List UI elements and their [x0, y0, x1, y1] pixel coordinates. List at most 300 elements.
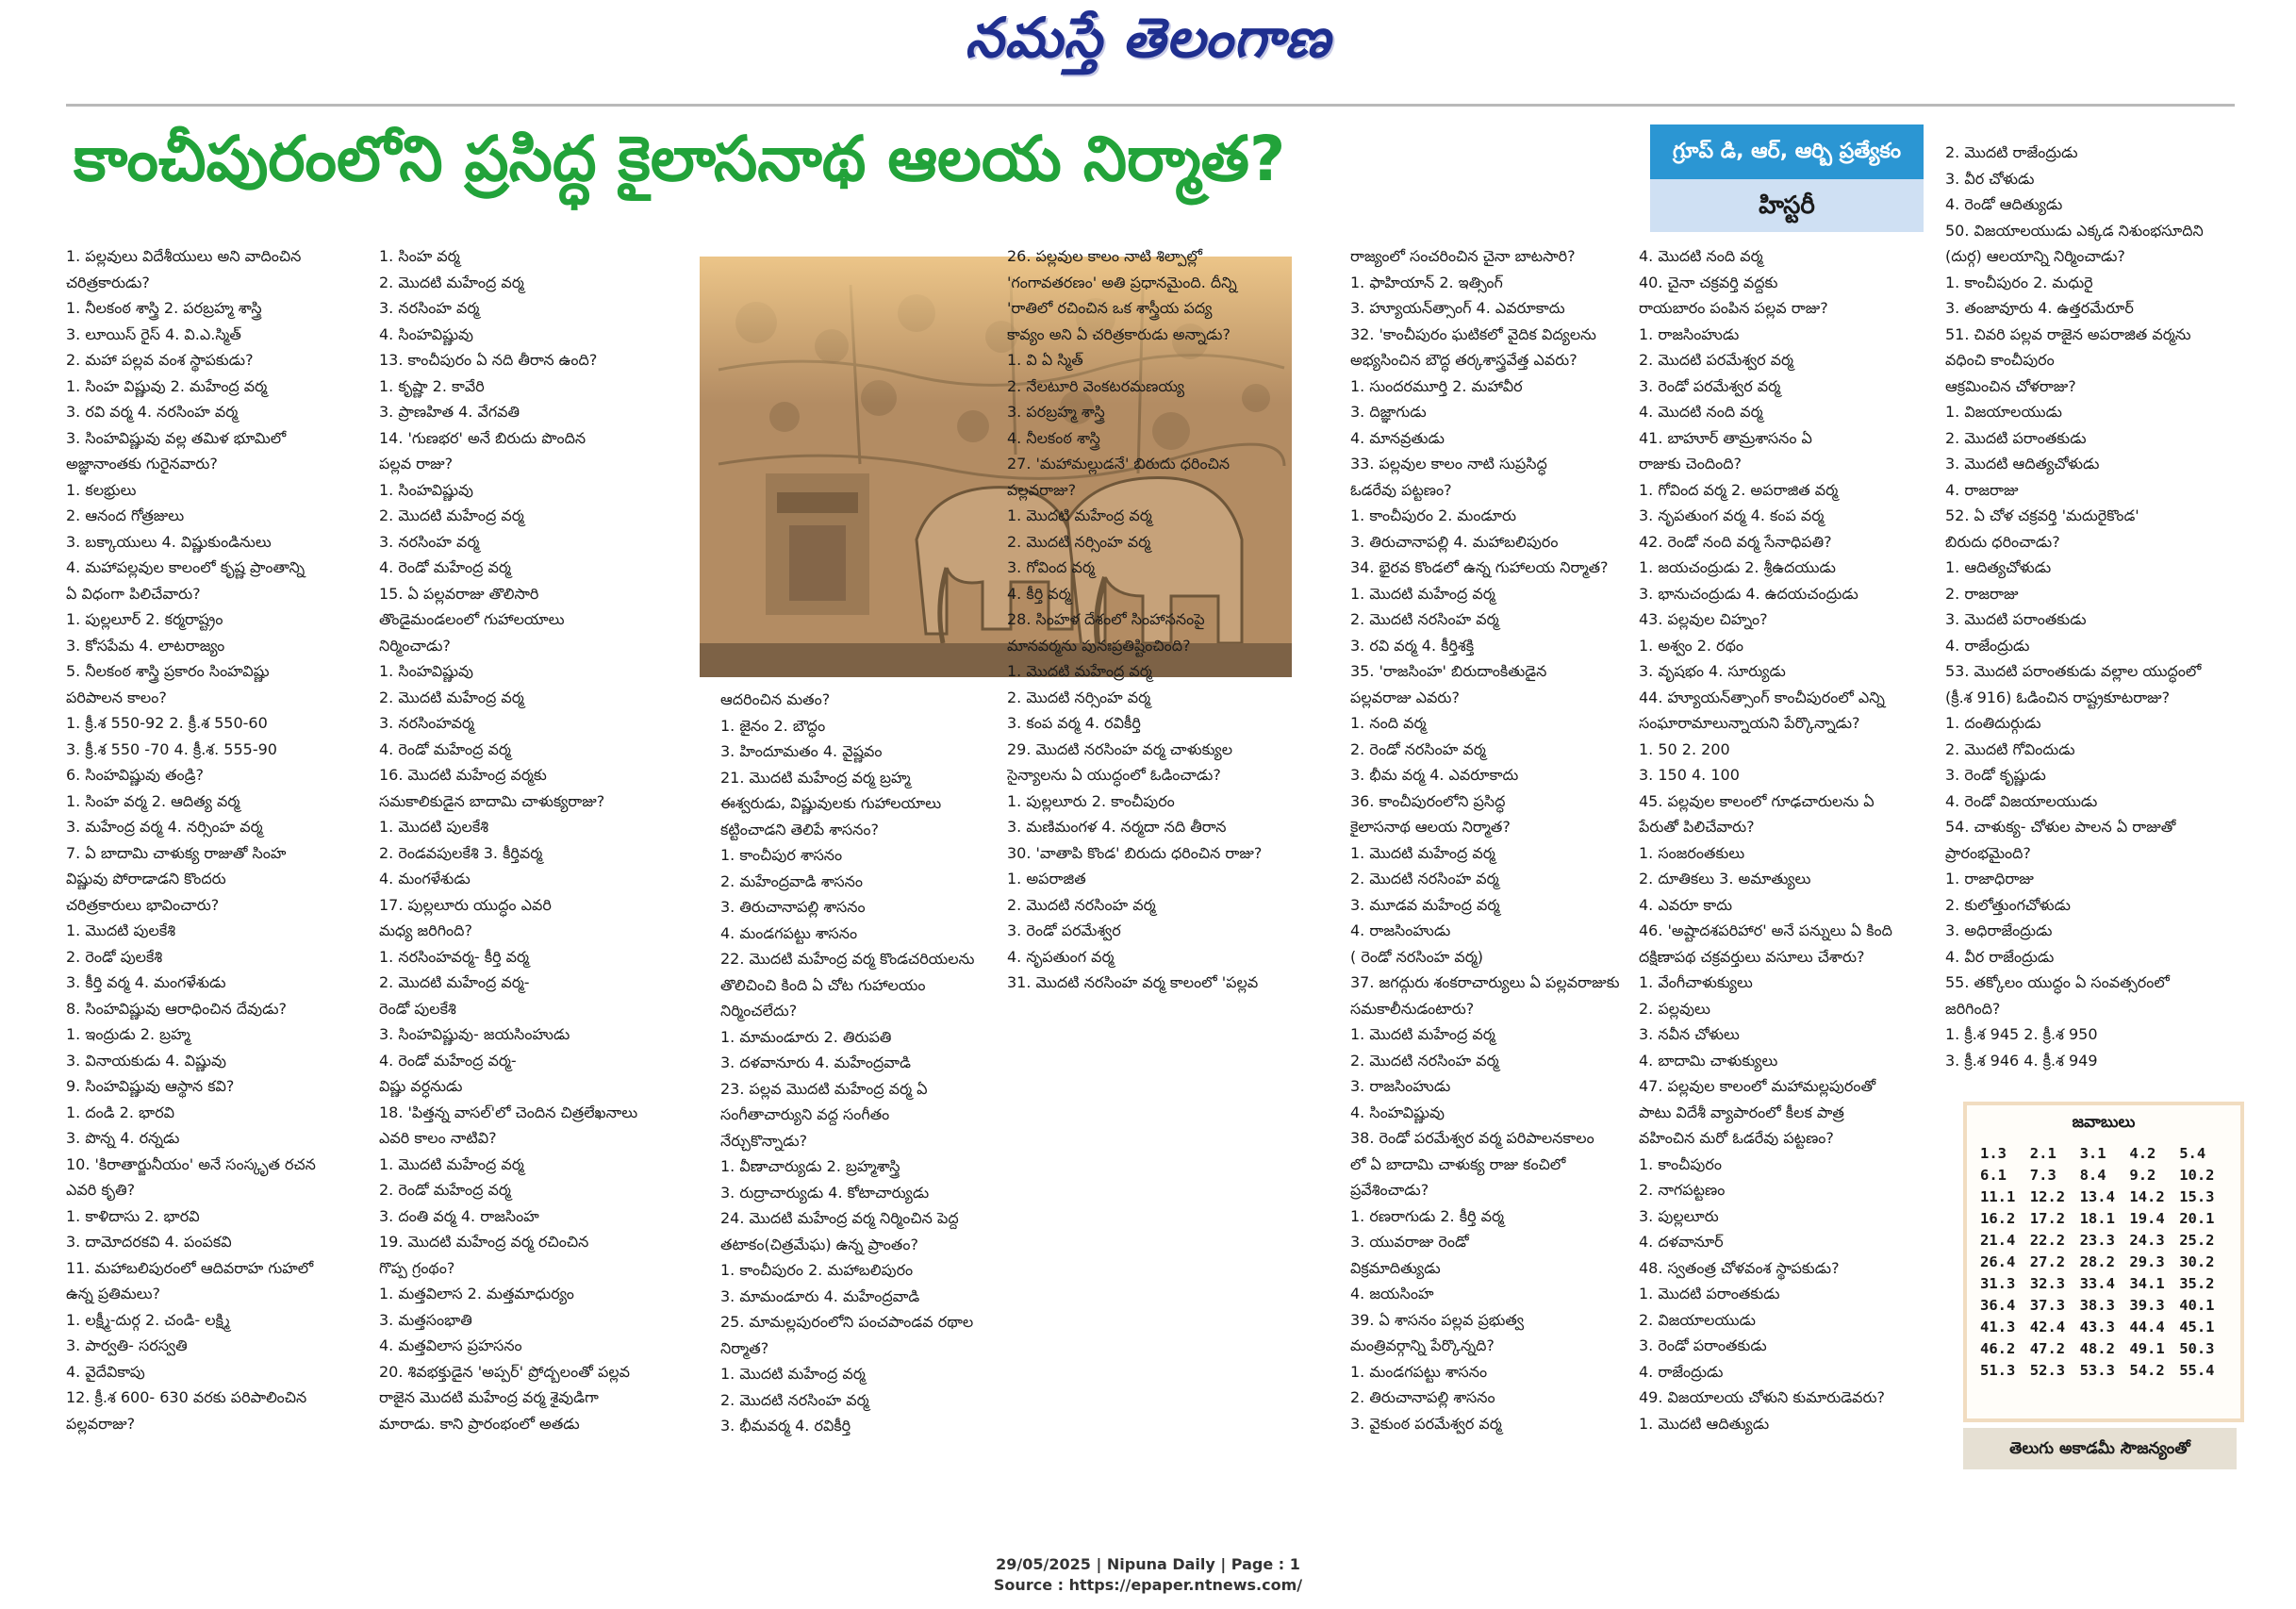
question-line: 3. దామోదరకవి 4. పంపకవి: [66, 1233, 232, 1251]
answer-item: 16.2: [1980, 1210, 2016, 1227]
question-line: 3. హిందూమతం 4. వైష్ణవం: [720, 742, 883, 760]
question-line: 3. అధిరాజేంద్రుడు: [1945, 921, 2053, 939]
question-line: ఆక్రమించిన చోళరాజు?: [1945, 376, 2076, 395]
question-line: 2. రెండవపులకేశి 3. కీర్తివర్మ: [379, 843, 543, 862]
question-line: 1. కాంచీపురం 2. మండూరు: [1350, 506, 1517, 524]
question-line: 4. నృపతుంగ వర్మ: [1007, 947, 1115, 966]
question-line: 3. హ్యూయన్‌త్సాంగ్ 4. ఎవరూకాదు: [1350, 299, 1565, 317]
question-line: 3. దిజ్ఞాగుడు: [1350, 403, 1427, 421]
question-line: 1. సింహ వర్మ 2. ఆదిత్య వర్మ: [66, 791, 240, 810]
question-line: 2. దూతికలు 3. అమాత్యులు: [1639, 870, 1811, 887]
question-line: 4. మండగపట్టు శాసనం: [720, 923, 858, 942]
answer-item: 25.2: [2179, 1232, 2215, 1249]
question-column-4: [1007, 243, 1318, 996]
masthead-logo: నమస్తే తెలంగాణ: [965, 6, 1331, 70]
question-line: 3. తంజావూరు 4. ఉత్తరమేరూర్: [1945, 299, 2134, 317]
answer-item: 50.3: [2179, 1340, 2215, 1357]
answer-item: 20.1: [2179, 1210, 2215, 1227]
question-line: 2. కులోత్తుంగచోళుడు: [1945, 895, 2071, 914]
question-line: రాజైన మొదటి మహేంద్ర వర్మ శైవుడిగా: [379, 1388, 599, 1406]
question-line: ఉన్న ప్రతిమలు?: [66, 1285, 161, 1302]
question-line: 4. మొదటి నంది వర్మ: [1639, 247, 1763, 265]
question-line: ప్రవేశించాడు?: [1350, 1181, 1429, 1199]
question-line: 3. కంప వర్మ 4. రవికీర్తి: [1007, 714, 1141, 732]
question-line: 35. 'రాజసింహ' బిరుదాంకితుడైన: [1350, 662, 1547, 680]
question-column-2: [379, 243, 690, 1436]
question-line: 1. కాంచీపురం 2. మహాబలిపురం: [720, 1261, 914, 1279]
section-badge: [1650, 124, 1924, 232]
question-line: 1. క్రీ.శ 945 2. క్రీ.శ 950: [1945, 1025, 2098, 1043]
question-line: 4. సింహవిష్ణువు: [379, 324, 474, 343]
question-column-1: [66, 243, 387, 1436]
question-line: 1. మొదటి మహేంద్ర వర్మ: [1350, 1025, 1495, 1043]
question-line: 18. 'పిత్తన్న వాసల్'లో చెందిన చిత్రలేఖనాలు: [379, 1103, 638, 1121]
question-line: సమకాలికుడైన బాదామి చాళుక్యరాజు?: [379, 791, 605, 810]
answer-item: 15.3: [2179, 1188, 2215, 1205]
question-line: 3. రెండో పరమేశ్వర: [1007, 921, 1121, 939]
question-line: 1. సింహవిష్ణువు: [379, 480, 474, 499]
question-line: 2. విజయాలయుడు: [1639, 1310, 1756, 1329]
question-line: 4. దళవానూర్: [1639, 1233, 1724, 1251]
question-line: 19. మొదటి మహేంద్ర వర్మ రచించిన: [379, 1233, 589, 1251]
question-line: రాజ్యంలో సంచరించిన చైనా బాటసారి?: [1350, 247, 1576, 265]
answer-key-title: జవాబులు: [2072, 1113, 2136, 1132]
question-line: 1. 50 2. 200: [1639, 739, 1730, 758]
question-line: 52. ఏ చోళ చక్రవర్తి 'మదురైకొండ': [1945, 506, 2139, 524]
question-line: 1. మొదటి మహేంద్ర వర్మ: [720, 1365, 866, 1383]
question-line: 1. వి ఏ స్మిత్: [1007, 351, 1083, 369]
question-line: 16. మొదటి మహేంద్ర వర్మకు: [379, 766, 547, 784]
question-line: 1. ఆదిత్యచోళుడు: [1945, 558, 2052, 576]
question-line: 1. లక్ష్మీ-దుర్గ 2. చండి- లక్ష్మి: [66, 1310, 230, 1329]
question-line: కైలాసనాథ ఆలయ నిర్మాత?: [1350, 818, 1511, 836]
question-line: 3. నరసింహ వర్మ: [379, 299, 480, 317]
question-line: 25. మామల్లపురంలోని పంచపాండవ రథాల: [720, 1313, 974, 1331]
question-line: 3. వినాయకుడు 4. విష్ణువు: [66, 1051, 226, 1070]
question-line: 3. బక్కాయులు 4. విష్ణుకుండినులు: [66, 532, 272, 551]
question-line: ఎవరి కాలం నాటివి?: [379, 1129, 497, 1147]
question-line: 3. దళవానూరు 4. మహేంద్రవాడి: [720, 1053, 911, 1071]
question-line: 38. రెండో పరమేశ్వర వర్మ పరిపాలనకాలం: [1350, 1129, 1594, 1147]
answer-item: 6.1: [1980, 1167, 2007, 1184]
question-line: 2. రెండో నరసింహ వర్మ: [1350, 739, 1486, 758]
question-line: 2. మొదటి నరసింహ వర్మ: [1007, 895, 1156, 914]
question-line: 2. మొదటి మహేంద్ర వర్మ-: [379, 973, 530, 991]
question-line: 22. మొదటి మహేంద్ర వర్మ కొండచరియలను: [720, 950, 975, 968]
question-line: 3. ప్రాణహిత 4. వేగవతి: [379, 403, 520, 421]
question-line: నేర్చుకొన్నాడు?: [720, 1131, 808, 1150]
footer-date-line: 29/05/2025 | Nipuna Daily | Page : 1: [996, 1555, 1300, 1573]
question-line: 3. పొన్న 4. రన్నడు: [66, 1129, 180, 1147]
question-line: అభ్యసించిన బౌద్ధ తర్కశాస్త్రవేత్త ఎవరు?: [1350, 351, 1577, 369]
question-line: 46. 'అష్టాదశపరిహార' అనే పన్నులు ఏ కింది: [1639, 921, 1892, 939]
answer-item: 11.1: [1980, 1188, 2016, 1205]
question-line: 3. రెండో కృష్ణుడు: [1945, 766, 2046, 784]
question-line: 1. నీలకంఠ శాస్త్రి 2. పరబ్రహ్మ శాస్త్రి: [66, 299, 262, 317]
answer-key-grid: [1980, 1145, 2229, 1379]
question-line: 1. మొదటి మహేంద్ర వర్మ: [1350, 843, 1495, 862]
question-line: 1. పుల్లలూర్ 2. కర్మరాష్ట్రం: [66, 610, 223, 628]
question-line: 27. 'మహామల్లుడనే' బిరుదు ధరించిన: [1007, 455, 1231, 473]
question-line: 1. రాజాధిరాజు: [1945, 870, 2034, 887]
question-line: 36. కాంచీపురంలోని ప్రసిద్ధ: [1350, 791, 1506, 810]
answer-item: 45.1: [2179, 1319, 2215, 1335]
answer-item: 40.1: [2179, 1297, 2215, 1314]
question-line: 1. పల్లవులు విదేశీయులు అని వాదించిన: [66, 247, 302, 265]
question-line: 3. క్రీ.శ 946 4. క్రీ.శ 949: [1945, 1051, 2098, 1070]
question-line: 1. దండి 2. భారవి: [66, 1103, 175, 1121]
answer-item: 7.3: [2029, 1167, 2056, 1184]
question-line: 2. మొదటి నర్సింహ వర్మ: [1007, 688, 1151, 706]
question-line: 1. నరసింహవర్మ- కీర్తి వర్మ: [379, 947, 530, 966]
question-line: 4. రెండో విజయాలయుడు: [1945, 791, 2098, 810]
question-line: పరిపాలన కాలం?: [66, 688, 167, 706]
question-line: 1. సింహవిష్ణువు: [379, 662, 474, 680]
question-line: 3. మత్తసంభాతి: [379, 1310, 472, 1329]
question-line: సమకాలీనుడంటారు?: [1350, 999, 1475, 1018]
question-line: 14. 'గుణభర' అనే బిరుదు పొందిన: [379, 428, 586, 447]
answer-item: 21.4: [1980, 1232, 2016, 1249]
question-line: 2. మహేంద్రవాడి శాసనం: [720, 871, 863, 890]
question-line: ( రెండో నరసింహ వర్మ): [1350, 947, 1484, 966]
question-line: 4. మొదటి నంది వర్మ: [1639, 403, 1763, 421]
question-line: చరిత్రకారులు భావించారు?: [66, 895, 220, 914]
question-line: 39. ఏ శాసనం పల్లవ ప్రభుత్వ: [1350, 1310, 1525, 1329]
badge-subject-label: హిస్టరీ: [1759, 191, 1815, 220]
question-line: 24. మొదటి మహేంద్ర వర్మ నిర్మించిన పెద్ద: [720, 1209, 959, 1227]
question-line: 3. గోవింద వర్మ: [1007, 558, 1095, 576]
question-line: 1. జయచంద్రుడు 2. శ్రీఉదయుడు: [1639, 558, 1836, 576]
question-line: మంత్రివర్గాన్ని పేర్కొన్నది?: [1350, 1336, 1495, 1354]
question-line: 4. రెండో మహేంద్ర వర్మ-: [379, 1051, 517, 1070]
question-line: అజ్ఞానాంతకు గురైనవారు?: [66, 455, 218, 473]
question-line: 3. పరబ్రహ్మ శాస్త్రి: [1007, 403, 1105, 421]
question-line: తొలిచించి కింది ఏ చోట గుహాలయం: [720, 975, 926, 994]
question-line: 3. మహేంద్ర వర్మ 4. నర్సింహ వర్మ: [66, 818, 263, 836]
question-line: 1. అపరాజిత: [1007, 870, 1086, 887]
question-column-5: [1350, 243, 1638, 1436]
question-line: 28. సింహళ దేశంలో సింహాసనంపై: [1007, 610, 1205, 628]
question-line: 15. ఏ పల్లవరాజు తొలిసారి: [379, 584, 539, 603]
question-line: సంగీతాచార్యుని వద్ద సంగీతం: [720, 1105, 890, 1123]
answer-item: 9.2: [2129, 1167, 2156, 1184]
question-line: 1. రణరాగుడు 2. కీర్తి వర్మ: [1350, 1206, 1505, 1225]
question-line: 3. భీమ వర్మ 4. ఎవరూకాదు: [1350, 766, 1519, 784]
question-line: 1. కాళిదాసు 2. భారవి: [66, 1206, 200, 1225]
question-line: 1. నంది వర్మ: [1350, 714, 1427, 732]
answer-item: 54.2: [2129, 1362, 2165, 1379]
answer-item: 49.1: [2129, 1340, 2165, 1357]
question-line: 51. చివరి పల్లవ రాజైన అపరాజిత వర్మను: [1945, 324, 2191, 343]
question-line: 3. తిరుచానాపల్లి శాసనం: [720, 898, 866, 916]
question-line: మానవర్మను పునఃప్రతిష్టించింది?: [1007, 636, 1191, 655]
question-line: 54. చాళుక్య- చోళుల పాలన ఏ రాజుతో: [1945, 818, 2176, 836]
question-line: 2. మొదటి రాజేంద్రుడు: [1945, 143, 2078, 161]
question-line: 3. యువరాజు రెండో: [1350, 1233, 1469, 1251]
question-line: 3. వైకుంఠ పరమేశ్వర వర్మ: [1350, 1414, 1502, 1433]
question-line: జరిగింది?: [1945, 999, 2001, 1018]
question-line: తటాకం(చిత్రమేఘ) ఉన్న ప్రాంతం?: [720, 1235, 918, 1253]
question-line: 3. మూడవ మహేంద్ర వర్మ: [1350, 895, 1500, 914]
question-line: 10. 'కిరాతార్జునీయం' అనే సంస్కృత రచన: [66, 1154, 316, 1173]
question-line: పల్లవ రాజు?: [379, 455, 454, 473]
answer-item: 2.1: [2029, 1145, 2056, 1162]
question-line: 2. తిరుచానాపల్లి శాసనం: [1350, 1388, 1495, 1406]
badge-exam-label: గ్రూప్ డి, ఆర్, ఆర్బి ప్రత్యేకం: [1650, 124, 1924, 179]
answer-item: 47.2: [2029, 1340, 2066, 1357]
question-line: ఈశ్వరుడు, విష్ణువులకు గుహాలయాలు: [720, 794, 942, 812]
question-line: 3. కోసపేమ 4. లాటరాజ్యం: [66, 636, 225, 655]
question-line: 3. రెండో పరమేశ్వర వర్మ: [1639, 376, 1781, 395]
question-line: 1. మొదటి మహేంద్ర వర్మ: [1007, 506, 1152, 524]
question-line: 1. ఇంద్రుడు 2. బ్రహ్మ: [66, 1025, 190, 1043]
answer-item: 44.4: [2129, 1319, 2165, 1335]
answer-item: 1.3: [1980, 1145, 2007, 1162]
question-line: 1. సంజరంతకులు: [1639, 843, 1745, 862]
answer-item: 26.4: [1980, 1253, 2016, 1270]
question-line: 32. 'కాంచీపురం ఘటికలో వైదిక విద్యలను: [1350, 324, 1596, 343]
question-line: విష్ణు వర్ధనుడు: [379, 1077, 463, 1095]
question-line: సైన్యాలను ఏ యుద్ధంలో ఓడించాడు?: [1007, 766, 1221, 784]
answer-item: 51.3: [1980, 1362, 2016, 1379]
question-line: 1. గోవింద వర్మ 2. అపరాజిత వర్మ: [1639, 480, 1839, 499]
credit-label: తెలుగు అకాడమీ సౌజన్యంతో: [1963, 1428, 2237, 1469]
question-line: 5. నీలకంఠ శాస్త్రి ప్రకారం సింహవిష్ణు: [66, 662, 270, 680]
question-line: 1. మొదటి పరాంతకుడు: [1639, 1285, 1780, 1302]
question-line: 47. పల్లవుల కాలంలో మహామల్లపురంతో: [1639, 1077, 1876, 1095]
question-line: 17. పుల్లలూరు యుద్ధం ఎవరి: [379, 895, 552, 914]
question-line: 49. విజయాలయ చోళుని కుమారుడెవరు?: [1639, 1388, 1886, 1406]
question-line: 3. లూయిస్ రైస్ 4. వి.ఎ.స్మిత్: [66, 324, 241, 343]
question-line: దక్షిణాపథ చక్రవర్తులు వసూలు చేశారు?: [1639, 947, 1865, 966]
question-line: 1. అశ్వం 2. రథం: [1639, 636, 1743, 655]
question-line: ఓడరేవు పట్టణం?: [1350, 480, 1452, 499]
question-column-3: [720, 687, 999, 1439]
answer-item: 43.3: [2079, 1319, 2115, 1335]
question-line: కట్టించాడని తెలిపే శాసనం?: [720, 820, 879, 838]
answer-item: 23.3: [2079, 1232, 2115, 1249]
question-line: 2. పల్లవులు: [1639, 999, 1710, 1018]
question-line: 1. పుల్లలూరు 2. కాంచీపురం: [1007, 791, 1175, 810]
question-line: నిర్మించలేదు?: [720, 1002, 798, 1020]
question-line: 2. మొదటి మహేంద్ర వర్మ: [379, 506, 524, 524]
question-line: ఆదరించిన మతం?: [720, 690, 831, 708]
question-line: 3. సింహవిష్ణువు వల్ల తమిళ భూమిలో: [66, 428, 287, 447]
question-line: 1. కాంచీపురం: [1639, 1154, 1722, 1173]
question-line: 1. మొదటి ఆదిత్యుడు: [1639, 1414, 1770, 1433]
question-line: కావ్యం అని ఏ చరిత్రకారుడు అన్నాడు?: [1007, 324, 1231, 343]
question-line: 4. మానవ్రతుడు: [1350, 428, 1445, 447]
question-line: 2. మొదటి మహేంద్ర వర్మ: [379, 273, 524, 291]
question-line: 3. నరసింహవర్మ: [379, 714, 474, 732]
question-line: 2. మొదటి నర్సింహ వర్మ: [1007, 532, 1151, 551]
question-line: 1. మొదటి మహేంద్ర వర్మ: [1007, 662, 1152, 680]
question-line: వహించిన మరో ఓడరేవు పట్టణం?: [1639, 1129, 1834, 1147]
question-line: 20. శివభక్తుడైన 'అప్పర్' ప్రోద్బలంతో పల్లవ: [379, 1362, 631, 1381]
question-line: 1. వేంగీచాళుక్యులు: [1639, 973, 1753, 991]
question-line: 2. మొదటి పరమేశ్వర వర్మ: [1639, 351, 1794, 369]
question-line: 3. రవి వర్మ 4. కీర్తిశక్తి: [1350, 636, 1475, 655]
question-line: పేరుతో పిలిచేవారు?: [1639, 818, 1755, 836]
question-line: 48. స్వతంత్ర చోళవంశ స్థాపకుడు?: [1639, 1258, 1840, 1277]
footer-source-line: Source : https://epaper.ntnews.com/: [993, 1576, 1303, 1594]
question-line: 2. ఆనంద గోత్రజులు: [66, 506, 185, 524]
question-line: 9. సింహవిష్ణువు ఆస్థాన కవి?: [66, 1077, 235, 1095]
answer-item: 35.2: [2179, 1275, 2215, 1292]
question-line: 1. కృష్ణా 2. కావేరి: [379, 376, 485, 395]
question-line: 1. కాంచీపుర శాసనం: [720, 846, 843, 864]
page-footer: [0, 1554, 2296, 1596]
question-line: 12. క్రీ.శ 600- 630 వరకు పరిపాలించిన: [66, 1388, 307, 1406]
answer-item: 37.3: [2029, 1297, 2066, 1314]
question-line: 41. బాహూర్ తామ్రశాసనం ఏ: [1639, 428, 1812, 447]
question-line: 1. క్రీ.శ 550-92 2. క్రీ.శ 550-60: [66, 714, 268, 732]
question-line: 2. రెండో మహేంద్ర వర్మ: [379, 1181, 511, 1199]
question-line: 13. కాంచీపురం ఏ నది తీరాన ఉంది?: [379, 351, 598, 369]
answer-item: 3.1: [2079, 1145, 2106, 1162]
question-line: 21. మొదటి మహేంద్ర వర్మ బ్రహ్మ: [720, 768, 911, 787]
answer-item: 14.2: [2129, 1188, 2165, 1205]
answer-item: 17.2: [2029, 1210, 2066, 1227]
question-line: లో ఏ బాదామి చాళుక్య రాజు కంచిలో: [1350, 1154, 1566, 1173]
question-line: 4. వీర రాజేంద్రుడు: [1945, 947, 2055, 966]
answer-item: 12.2: [2029, 1188, 2066, 1205]
answer-item: 42.4: [2029, 1319, 2066, 1335]
question-line: 1. రాజసింహుడు: [1639, 324, 1740, 343]
question-line: 'రాతిలో రచించిన ఒక శాస్త్రీయ పద్య: [1007, 299, 1213, 317]
question-line: 1. మామండూరు 2. తిరుపతి: [720, 1027, 892, 1046]
answer-item: 29.3: [2129, 1253, 2165, 1270]
answer-item: 52.3: [2029, 1362, 2066, 1379]
question-line: 2. మొదటి పరాంతకుడు: [1945, 428, 2087, 447]
question-line: 2. మహా పల్లవ వంశ స్థాపకుడు?: [66, 351, 254, 369]
question-line: తొండైమండలంలో గుహాలయాలు: [379, 610, 565, 628]
question-line: 42. రెండో నంది వర్మ సేనాధిపతి?: [1639, 532, 1832, 551]
question-column-7: [1945, 140, 2256, 1073]
question-line: 4. సింహవిష్ణువు: [1350, 1103, 1445, 1121]
question-line: 6. సింహవిష్ణువు తండ్రి?: [66, 766, 204, 784]
answer-item: 28.2: [2079, 1253, 2115, 1270]
question-line: 55. తక్కోలం యుద్ధం ఏ సంవత్సరంలో: [1945, 973, 2170, 991]
question-line: (క్రీ.శ 916) ఓడించిన రాష్ట్రకూటరాజు?: [1945, 688, 2171, 706]
question-line: 34. భైరవ కొండలో ఉన్న గుహాలయ నిర్మాత?: [1350, 558, 1609, 576]
question-line: 2. నేలటూరి వెంకటరమణయ్య: [1007, 376, 1185, 395]
answer-item: 4.2: [2129, 1145, 2156, 1162]
question-line: 2. రెండో పులకేశి: [66, 947, 163, 966]
question-line: 31. మొదటి నరసింహ వర్మ కాలంలో 'పల్లవ: [1007, 973, 1259, 991]
question-line: 2. మొదటి నరసింహ వర్మ: [720, 1390, 869, 1409]
question-line: 30. 'వాతాపి కొండ' బిరుదు ధరించిన రాజు?: [1007, 843, 1263, 862]
question-line: 1. జైనం 2. బౌద్ధం: [720, 716, 826, 735]
question-line: 1. మండగపట్టు శాసనం: [1350, 1362, 1488, 1381]
answer-item: 30.2: [2179, 1253, 2215, 1270]
answer-item: 31.3: [1980, 1275, 2016, 1292]
question-line: 3. తిరుచానాపల్లి 4. మహాబలిపురం: [1350, 532, 1559, 551]
question-line: 4. కీర్తి వర్మ: [1007, 584, 1071, 603]
question-line: 4. జయసింహ: [1350, 1285, 1434, 1302]
question-line: 29. మొదటి నరసింహ వర్మ చాళుక్యుల: [1007, 739, 1233, 758]
question-line: 2. మొదటి నరసింహ వర్మ: [1350, 1051, 1499, 1070]
answer-item: 33.4: [2079, 1275, 2115, 1292]
question-line: ఎవరి కృతి?: [66, 1181, 136, 1199]
question-line: 4. మత్తవిలాస ప్రహసనం: [379, 1336, 522, 1354]
question-line: 7. ఏ బాదామి చాళుక్య రాజుతో సింహ: [66, 843, 287, 862]
question-line: 3. భానుచంద్రుడు 4. ఉదయచంద్రుడు: [1639, 584, 1858, 603]
answer-item: 36.4: [1980, 1297, 2016, 1314]
answer-item: 27.2: [2029, 1253, 2066, 1270]
question-line: 3. వీర చోళుడు: [1945, 169, 2035, 188]
question-line: 3. మామండూరు 4. మహేంద్రవాడి: [720, 1286, 920, 1305]
question-line: 3. కీర్తి వర్మ 4. మంగళేశుడు: [66, 973, 226, 991]
question-line: మధ్య జరిగింది?: [379, 921, 472, 939]
question-line: 1. కాంచీపురం 2. మధురై: [1945, 273, 2093, 291]
question-line: వధించి కాంచీపురం: [1945, 351, 2055, 369]
question-line: 4. మహాపల్లవుల కాలంలో కృష్ణ ప్రాంతాన్ని: [66, 558, 306, 576]
answer-item: 39.3: [2129, 1297, 2165, 1314]
question-line: 4. బాదామి చాళుక్యులు: [1639, 1051, 1778, 1070]
question-line: 53. మొదటి పరాంతకుడు వల్లాల యుద్ధంలో: [1945, 662, 2202, 680]
question-line: 1. వీణాచార్యుడు 2. బ్రహ్మశాస్త్రి: [720, 1157, 900, 1175]
question-line: 4. రెండో మహేంద్ర వర్మ: [379, 558, 511, 576]
question-line: 3. నవీన చోళులు: [1639, 1025, 1740, 1043]
question-line: 1. సింహ వర్మ: [379, 247, 460, 265]
question-line: 3. రెండో పరాంతకుడు: [1639, 1336, 1767, 1354]
question-line: 3. క్రీ.శ 550 -70 4. క్రీ.శ. 555-90: [66, 739, 277, 758]
question-line: 3. మొదటి ఆదిత్యచోళుడు: [1945, 455, 2100, 473]
question-line: 26. పల్లవుల కాలం నాటి శిల్పాల్లో: [1007, 247, 1202, 265]
question-line: 1. మత్తవిలాస 2. మత్తమాధుర్యం: [379, 1285, 574, 1302]
answer-item: 5.4: [2179, 1145, 2206, 1162]
question-line: 2. మొదటి మహేంద్ర వర్మ: [379, 688, 524, 706]
question-line: నిర్మాత?: [720, 1338, 769, 1357]
question-line: 40. చైనా చక్రవర్తి వద్దకు: [1639, 273, 1778, 291]
answer-item: 41.3: [1980, 1319, 2016, 1335]
question-line: 4. రెండో మహేంద్ర వర్మ: [379, 739, 511, 758]
answer-item: 22.2: [2029, 1232, 2066, 1249]
question-line: 3. మొదటి పరాంతకుడు: [1945, 610, 2087, 628]
question-line: 23. పల్లవ మొదటి మహేంద్ర వర్మ ఏ: [720, 1079, 928, 1098]
question-line: 1. విజయాలయుడు: [1945, 403, 2062, 421]
question-line: 4. మంగళేశుడు: [379, 870, 471, 887]
question-line: 8. సింహవిష్ణువు ఆరాధించిన దేవుడు?: [66, 999, 287, 1018]
question-line: గొప్ప గ్రంథం?: [379, 1258, 455, 1277]
question-line: 3. రవి వర్మ 4. నరసింహ వర్మ: [66, 403, 239, 421]
question-line: 1. దంతిదుర్గుడు: [1945, 714, 2041, 732]
question-line: 4. ఎవరూ కాదు: [1639, 895, 1733, 914]
question-line: 1. మొదటి మహేంద్ర వర్మ: [1350, 584, 1495, 603]
question-line: పాటు విదేశీ వ్యాపారంలో కీలక పాత్ర: [1639, 1103, 1844, 1121]
answer-item: 13.4: [2079, 1188, 2115, 1205]
answer-key-box: [1963, 1102, 2244, 1422]
question-line: ప్రారంభమైంది?: [1945, 843, 2031, 862]
question-line: 3. వృషభం 4. సూర్యుడు: [1639, 662, 1786, 680]
question-line: 44. హ్యూయన్‌త్సాంగ్ కాంచీపురంలో ఎన్ని: [1639, 688, 1885, 706]
question-line: 1. ఫాహియాన్ 2. ఇత్సింగ్: [1350, 273, 1503, 291]
header-divider: [66, 104, 2235, 107]
question-line: బిరుదు ధరించాడు?: [1945, 532, 2060, 551]
question-line: విక్రమాదిత్యుడు: [1350, 1258, 1441, 1277]
question-line: 2. నాగపట్టణం: [1639, 1181, 1726, 1199]
question-line: 3. మణిమంగళ 4. నర్మదా నది తీరాన: [1007, 818, 1227, 836]
question-line: రాయబారం పంపిన పల్లవ రాజు?: [1639, 299, 1828, 317]
question-line: రాజుకు చెందింది?: [1639, 455, 1743, 473]
question-line: మారాడు. కాని ప్రారంభంలో అతడు: [379, 1414, 580, 1433]
question-line: చరిత్రకారుడు?: [66, 273, 150, 291]
question-line: 4. రాజేంద్రుడు: [1945, 636, 2030, 655]
question-line: ఏ విధంగా పిలిచేవారు?: [66, 584, 201, 603]
question-line: 3. రుద్రాచార్యుడు 4. కోటాచార్యుడు: [720, 1183, 930, 1202]
answer-item: 32.3: [2029, 1275, 2066, 1292]
